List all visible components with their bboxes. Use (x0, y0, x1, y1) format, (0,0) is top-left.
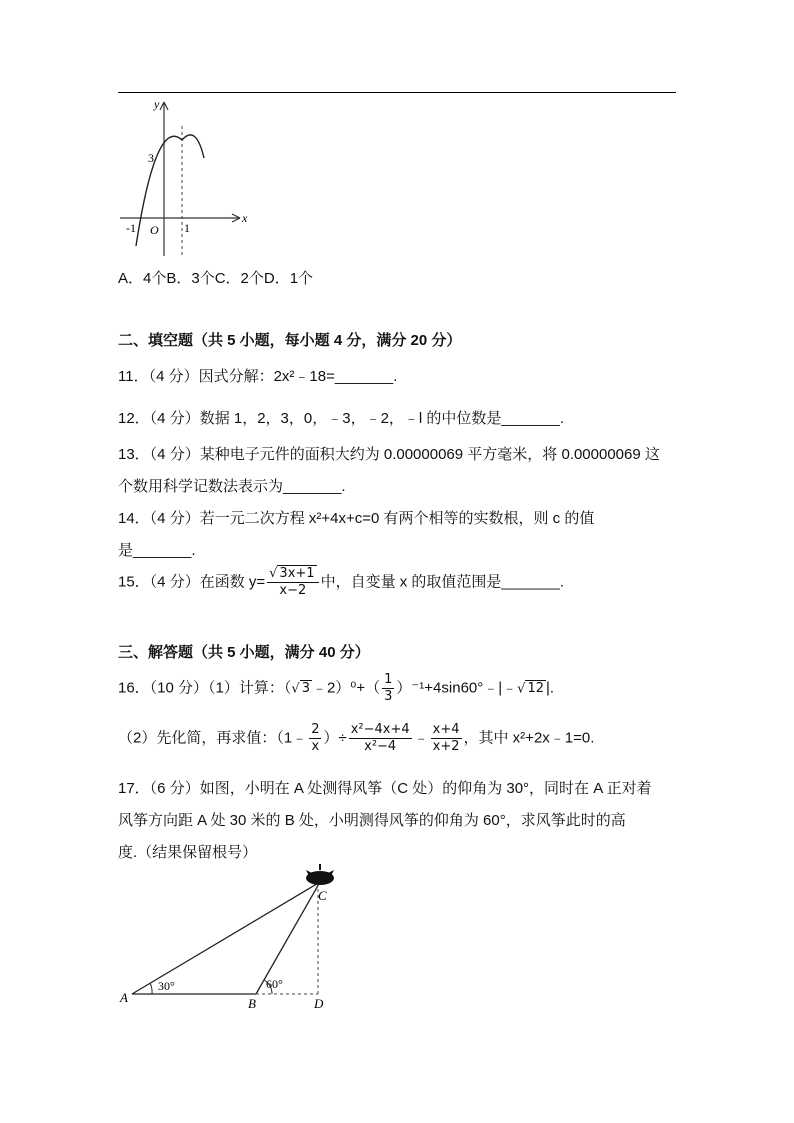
q15-suffix: 中，自变量 x 的取值范围是_______. (320, 573, 564, 591)
label-b: B (248, 996, 256, 1011)
question-17-line3: 度.（结果保留根号） (118, 844, 258, 861)
tick-neg1: -1 (126, 221, 136, 235)
header-rule (118, 92, 676, 93)
q16-sqrt12: 12 (527, 681, 544, 697)
tick-1: 1 (184, 221, 190, 235)
q16-p1-tail: ）⁻¹+4sin60°﹣|﹣ (396, 679, 518, 697)
label-c: C (318, 888, 327, 903)
q16-p1-prefix: 16．（10 分）（1）计算：（ (118, 679, 292, 697)
x-label: x (242, 211, 248, 225)
question-16-part1: 16．（10 分）（1）计算：（√ 3 ﹣2）⁰+（ $\frac{1}{3}$ ）⁻¹+4sin60°﹣|﹣√ 12 |. (118, 672, 555, 704)
angle-a-label: 30° (158, 979, 175, 993)
q16-p1-mid: ﹣2）⁰+（ (311, 679, 381, 697)
question-14-line2: 是_______. (118, 542, 196, 559)
question-15 (118, 566, 676, 599)
label-a: A (120, 990, 128, 1005)
q16-frac-big: $\frac{\text{x²−4x+4}}{\text{x²−4}}$ (350, 722, 410, 754)
q16-p2-div: ）÷ (323, 729, 347, 747)
question-13-line2: 个数用科学记数法表示为_______. (118, 478, 346, 495)
q16-frac-x4: $\frac{x+4}{x+2}$ (432, 722, 460, 754)
parabola-curve (136, 135, 204, 246)
question-16-part2 (118, 722, 676, 755)
tick-3: 3 (148, 151, 154, 165)
q16-sqrt3: 3 (301, 681, 310, 697)
kite-diagram (114, 862, 354, 1012)
q15-numerator: 3x+1 (279, 566, 315, 581)
q10-options: A．4个B．3个C．2个D．1个 (118, 270, 314, 287)
q16-frac-2x: $\frac{2}{x}$ (311, 722, 320, 754)
question-17-line1: 17．（6 分）如图，小明在 A 处测得风筝（C 处）的仰角为 30°，同时在 A 正对着 (118, 780, 652, 797)
question-12: 12．（4 分）数据 1，2，3，0，﹣3，﹣2，﹣l 的中位数是_______. (118, 410, 564, 427)
parabola-graph (116, 96, 256, 261)
q16-minus: ﹣ (413, 729, 429, 747)
label-d: D (314, 996, 324, 1011)
question-14-line1: 14．（4 分）若一元二次方程 x²+4x+c=0 有两个相等的实数根，则 c 的值 (118, 510, 595, 527)
y-label: y (154, 97, 160, 111)
q15-denominator: x−2 (279, 583, 307, 598)
q15-fraction: $\frac{√ 3x+1}{x-2}$ (267, 566, 318, 599)
q16-p2-prefix: （2）先化简，再求值：（1﹣ (118, 729, 308, 747)
q15-prefix: 15．（4 分）在函数 y= (118, 573, 266, 591)
q16-frac-third: $\frac{1}{3}$ (384, 672, 393, 704)
q16-p2-end: ，其中 x²+2x﹣1=0. (463, 729, 595, 747)
section2-heading: 二、填空题（共 5 小题，每小题 4 分，满分 20 分） (118, 332, 462, 349)
question-11: 11．（4 分）因式分解：2x²﹣18=_______. (118, 368, 398, 385)
q16-p1-end: |. (546, 679, 555, 697)
angle-a-arc (150, 983, 152, 994)
origin-label: O (150, 223, 159, 237)
question-17-line2: 风筝方向距 A 处 30 米的 B 处，小明测得风筝的仰角为 60°，求风筝此时的高 (118, 812, 626, 829)
kite-icon (306, 864, 334, 885)
section3-heading: 三、解答题（共 5 小题，满分 40 分） (118, 644, 370, 661)
line-ac (132, 882, 320, 994)
question-13-line1: 13．（4 分）某种电子元件的面积大约为 0.00000069 平方毫米，将 0.00000069 这 (118, 446, 660, 463)
angle-b-label: 60° (266, 977, 283, 991)
